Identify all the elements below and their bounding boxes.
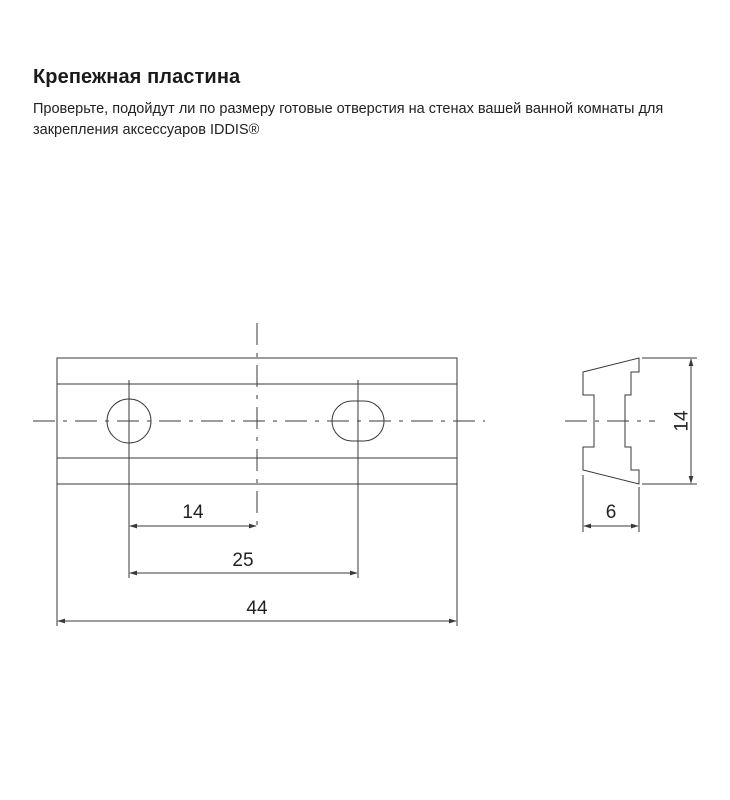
front-view	[33, 323, 485, 626]
side-view	[565, 358, 697, 532]
dimension-label-depth: 6	[605, 502, 617, 523]
page-subtitle: Проверьте, подойдут ли по размеру готовые отверстия на стенах вашей ванной комнаты для закрепления аксессуаров IDDIS®	[33, 101, 664, 138]
dimension-label-hole-to-hole: 25	[232, 550, 254, 571]
dimension-label-hole-to-center: 14	[182, 502, 204, 523]
page-title: Крепежная пластина	[33, 66, 241, 88]
dimension-label-total-length: 44	[246, 598, 268, 619]
dimension-label-height: 14	[671, 410, 693, 432]
